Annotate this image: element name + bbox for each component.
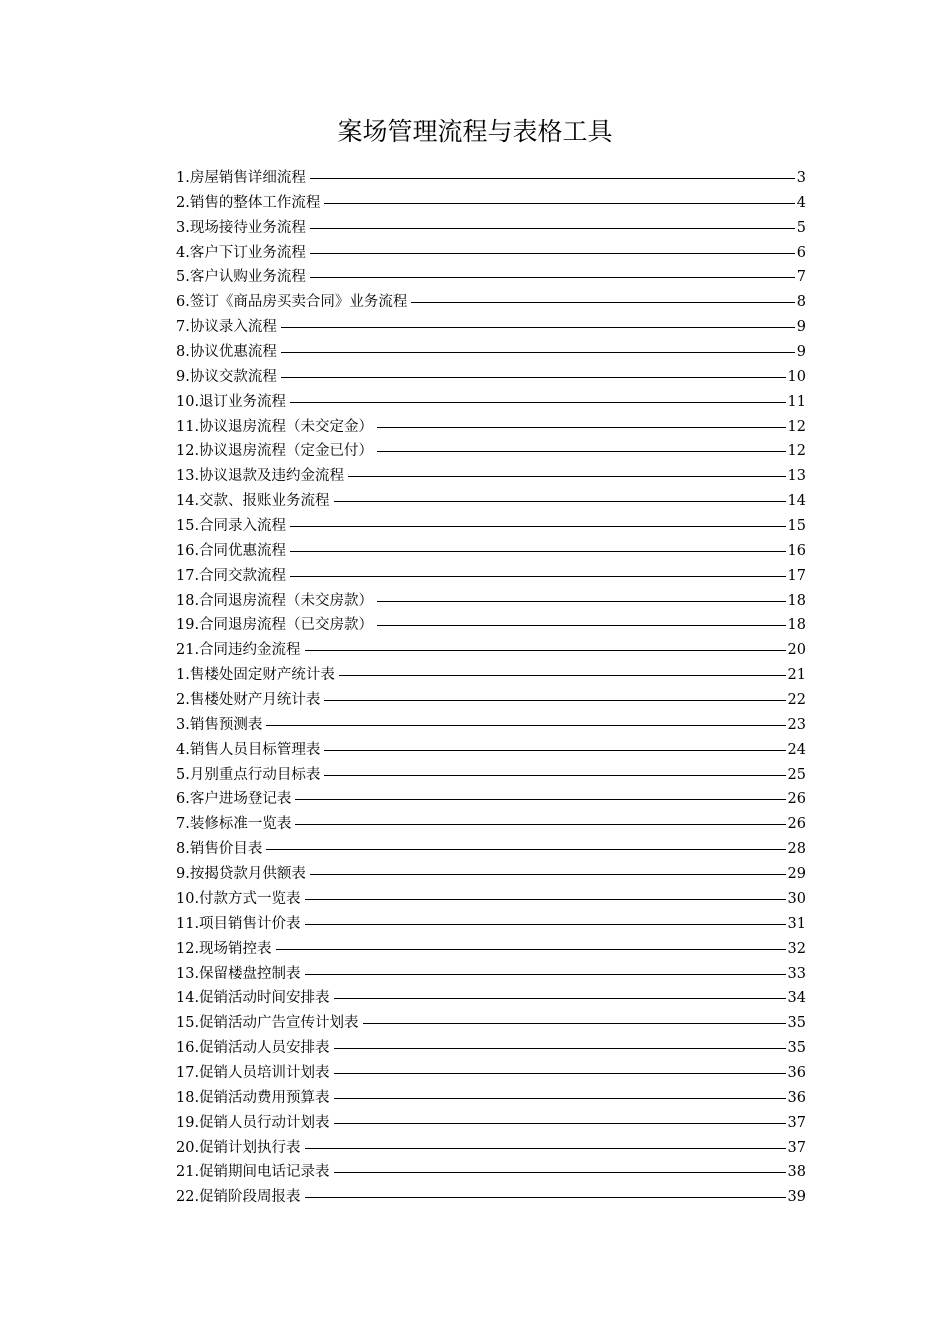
toc-entry-page: 13 <box>787 468 806 485</box>
toc-entry-title: 17.合同交款流程 <box>176 567 287 584</box>
toc-entry-page: 36 <box>787 1089 806 1106</box>
toc-entry-title: 10.退订业务流程 <box>176 393 287 410</box>
toc-entry[interactable] <box>176 166 806 191</box>
toc-entry[interactable] <box>176 937 806 962</box>
toc-entry-title: 15.合同录入流程 <box>176 518 287 535</box>
toc-entry-title: 6.签订《商品房买卖合同》业务流程 <box>176 294 408 311</box>
toc-leader-line <box>334 1123 786 1124</box>
toc-entry-page: 16 <box>787 542 806 559</box>
toc-entry-title: 16.合同优惠流程 <box>176 542 287 559</box>
toc-entry[interactable] <box>176 638 806 663</box>
toc-entry-title: 9.按揭贷款月供额表 <box>176 866 306 883</box>
toc-leader-line <box>310 874 786 875</box>
toc-entry-title: 9.协议交款流程 <box>176 368 277 385</box>
toc-leader-line <box>348 476 785 477</box>
toc-leader-line <box>411 302 794 303</box>
toc-entry-title: 22.促销阶段周报表 <box>176 1189 301 1206</box>
toc-entry-page: 31 <box>787 915 806 932</box>
toc-entry-title: 1.售楼处固定财产统计表 <box>176 667 335 684</box>
toc-leader-line <box>290 402 785 403</box>
toc-leader-line <box>281 327 795 328</box>
toc-entry[interactable] <box>176 738 806 763</box>
toc-leader-line <box>305 1197 786 1198</box>
table-of-contents <box>176 166 806 1210</box>
toc-entry[interactable] <box>176 962 806 987</box>
toc-leader-line <box>266 849 785 850</box>
toc-entry-page: 20 <box>787 642 806 659</box>
toc-entry[interactable] <box>176 812 806 837</box>
toc-entry-page: 34 <box>787 990 806 1007</box>
toc-entry-title: 21.促销期间电话记录表 <box>176 1164 330 1181</box>
toc-entry[interactable] <box>176 589 806 614</box>
toc-entry-page: 7 <box>796 269 806 286</box>
toc-leader-line <box>276 949 786 950</box>
toc-entry[interactable] <box>176 390 806 415</box>
toc-entry[interactable] <box>176 663 806 688</box>
toc-leader-line <box>339 675 786 676</box>
toc-entry[interactable] <box>176 539 806 564</box>
toc-leader-line <box>305 924 786 925</box>
toc-entry[interactable] <box>176 340 806 365</box>
toc-entry[interactable] <box>176 1061 806 1086</box>
toc-entry-page: 8 <box>796 294 806 311</box>
toc-entry-page: 21 <box>787 667 806 684</box>
toc-entry-title: 17.促销人员培训计划表 <box>176 1064 330 1081</box>
toc-entry[interactable] <box>176 365 806 390</box>
toc-entry-page: 37 <box>787 1114 806 1131</box>
toc-entry-title: 16.促销活动人员安排表 <box>176 1040 330 1057</box>
toc-entry-title: 5.月别重点行动目标表 <box>176 766 321 783</box>
toc-leader-line <box>305 1148 786 1149</box>
toc-entry[interactable] <box>176 1160 806 1185</box>
toc-leader-line <box>363 1023 786 1024</box>
toc-entry[interactable] <box>176 1185 806 1210</box>
toc-entry-page: 28 <box>787 841 806 858</box>
toc-entry-title: 18.促销活动费用预算表 <box>176 1089 330 1106</box>
toc-entry[interactable] <box>176 713 806 738</box>
toc-entry-page: 12 <box>787 443 806 460</box>
toc-entry[interactable] <box>176 216 806 241</box>
toc-entry-page: 5 <box>796 219 806 236</box>
toc-entry-title: 12.现场销控表 <box>176 940 272 957</box>
toc-leader-line <box>377 427 785 428</box>
toc-entry-page: 32 <box>787 940 806 957</box>
toc-entry[interactable] <box>176 191 806 216</box>
toc-leader-line <box>334 1073 786 1074</box>
toc-entry-page: 18 <box>787 592 806 609</box>
toc-entry-title: 7.协议录入流程 <box>176 319 277 336</box>
toc-entry-page: 38 <box>787 1164 806 1181</box>
toc-entry-title: 3.现场接待业务流程 <box>176 219 306 236</box>
toc-entry[interactable] <box>176 1136 806 1161</box>
toc-entry-page: 11 <box>787 393 806 410</box>
toc-entry-title: 5.客户认购业务流程 <box>176 269 306 286</box>
toc-leader-line <box>266 725 785 726</box>
toc-entry[interactable] <box>176 862 806 887</box>
toc-entry-title: 12.协议退房流程（定金已付） <box>176 443 374 460</box>
toc-entry-page: 29 <box>787 866 806 883</box>
toc-entry[interactable] <box>176 1011 806 1036</box>
toc-entry-title: 6.客户进场登记表 <box>176 791 292 808</box>
toc-entry-title: 4.客户下订业务流程 <box>176 244 306 261</box>
toc-entry[interactable] <box>176 439 806 464</box>
toc-entry-title: 7.装修标准一览表 <box>176 816 292 833</box>
toc-entry[interactable] <box>176 514 806 539</box>
toc-leader-line <box>310 228 795 229</box>
toc-leader-line <box>310 253 795 254</box>
toc-leader-line <box>377 451 785 452</box>
toc-entry-title: 21.合同违约金流程 <box>176 642 301 659</box>
toc-leader-line <box>281 352 795 353</box>
toc-entry-page: 39 <box>787 1189 806 1206</box>
toc-leader-line <box>290 526 785 527</box>
toc-leader-line <box>324 203 794 204</box>
toc-entry-title: 13.协议退款及违约金流程 <box>176 468 345 485</box>
toc-entry[interactable] <box>176 613 806 638</box>
toc-entry-page: 35 <box>787 1015 806 1032</box>
toc-entry-page: 30 <box>787 890 806 907</box>
toc-entry-page: 4 <box>796 194 806 211</box>
toc-leader-line <box>310 178 795 179</box>
toc-entry-title: 11.项目销售计价表 <box>176 915 301 932</box>
toc-entry[interactable] <box>176 1111 806 1136</box>
toc-entry-title: 15.促销活动广告宣传计划表 <box>176 1015 359 1032</box>
toc-leader-line <box>334 1172 786 1173</box>
toc-leader-line <box>295 824 785 825</box>
toc-entry-title: 19.合同退房流程（已交房款） <box>176 617 374 634</box>
toc-entry[interactable] <box>176 464 806 489</box>
toc-leader-line <box>290 576 785 577</box>
toc-entry-page: 18 <box>787 617 806 634</box>
toc-entry[interactable] <box>176 564 806 589</box>
toc-entry-page: 24 <box>787 741 806 758</box>
toc-leader-line <box>334 501 786 502</box>
toc-entry-title: 10.付款方式一览表 <box>176 890 301 907</box>
toc-entry-title: 8.协议优惠流程 <box>176 344 277 361</box>
toc-entry-page: 37 <box>787 1139 806 1156</box>
toc-leader-line <box>334 1098 786 1099</box>
toc-leader-line <box>334 998 786 999</box>
toc-entry-page: 15 <box>787 518 806 535</box>
toc-entry-title: 19.促销人员行动计划表 <box>176 1114 330 1131</box>
toc-entry-page: 14 <box>787 493 806 510</box>
toc-leader-line <box>334 1048 786 1049</box>
toc-entry-page: 9 <box>796 344 806 361</box>
toc-entry-title: 2.销售的整体工作流程 <box>176 194 321 211</box>
toc-entry[interactable] <box>176 1086 806 1111</box>
toc-entry-page: 25 <box>787 766 806 783</box>
toc-entry[interactable] <box>176 787 806 812</box>
toc-leader-line <box>305 899 786 900</box>
toc-leader-line <box>305 974 786 975</box>
toc-entry-page: 10 <box>787 368 806 385</box>
toc-leader-line <box>290 551 785 552</box>
toc-entry[interactable] <box>176 837 806 862</box>
toc-entry[interactable] <box>176 415 806 440</box>
toc-leader-line <box>377 601 785 602</box>
toc-entry[interactable] <box>176 489 806 514</box>
toc-entry[interactable] <box>176 290 806 315</box>
toc-entry-page: 36 <box>787 1064 806 1081</box>
toc-entry-page: 12 <box>787 418 806 435</box>
toc-entry-title: 2.售楼处财产月统计表 <box>176 692 321 709</box>
toc-entry-title: 20.促销计划执行表 <box>176 1139 301 1156</box>
toc-leader-line <box>281 377 786 378</box>
toc-entry-page: 26 <box>787 791 806 808</box>
toc-entry-page: 35 <box>787 1040 806 1057</box>
toc-leader-line <box>310 277 795 278</box>
toc-entry-title: 13.保留楼盘控制表 <box>176 965 301 982</box>
toc-entry-title: 18.合同退房流程（未交房款） <box>176 592 374 609</box>
toc-leader-line <box>305 650 786 651</box>
toc-entry[interactable] <box>176 241 806 266</box>
toc-leader-line <box>295 799 785 800</box>
toc-entry-page: 33 <box>787 965 806 982</box>
toc-entry[interactable] <box>176 887 806 912</box>
toc-entry[interactable] <box>176 912 806 937</box>
toc-entry-page: 22 <box>787 692 806 709</box>
toc-entry[interactable] <box>176 1036 806 1061</box>
toc-entry-title: 1.房屋销售详细流程 <box>176 170 306 186</box>
toc-leader-line <box>324 775 785 776</box>
toc-entry-title: 3.销售预测表 <box>176 716 263 733</box>
toc-entry-title: 14.促销活动时间安排表 <box>176 990 330 1007</box>
toc-leader-line <box>324 700 785 701</box>
toc-entry-page: 3 <box>796 170 806 186</box>
toc-entry[interactable] <box>176 315 806 340</box>
toc-entry-title: 8.销售价目表 <box>176 841 263 858</box>
toc-entry-title: 11.协议退房流程（未交定金） <box>176 418 374 435</box>
toc-entry-page: 6 <box>796 244 806 261</box>
toc-entry[interactable] <box>176 688 806 713</box>
toc-entry-page: 17 <box>787 567 806 584</box>
toc-entry[interactable] <box>176 986 806 1011</box>
toc-entry-page: 26 <box>787 816 806 833</box>
toc-entry[interactable] <box>176 763 806 788</box>
toc-leader-line <box>324 750 785 751</box>
toc-entry-page: 23 <box>787 716 806 733</box>
toc-leader-line <box>377 625 785 626</box>
toc-entry[interactable] <box>176 265 806 290</box>
toc-entry-title: 4.销售人员目标管理表 <box>176 741 321 758</box>
toc-entry-page: 9 <box>796 319 806 336</box>
toc-entry-title: 14.交款、报账业务流程 <box>176 493 330 510</box>
document-title: 案场管理流程与表格工具 <box>337 117 613 146</box>
